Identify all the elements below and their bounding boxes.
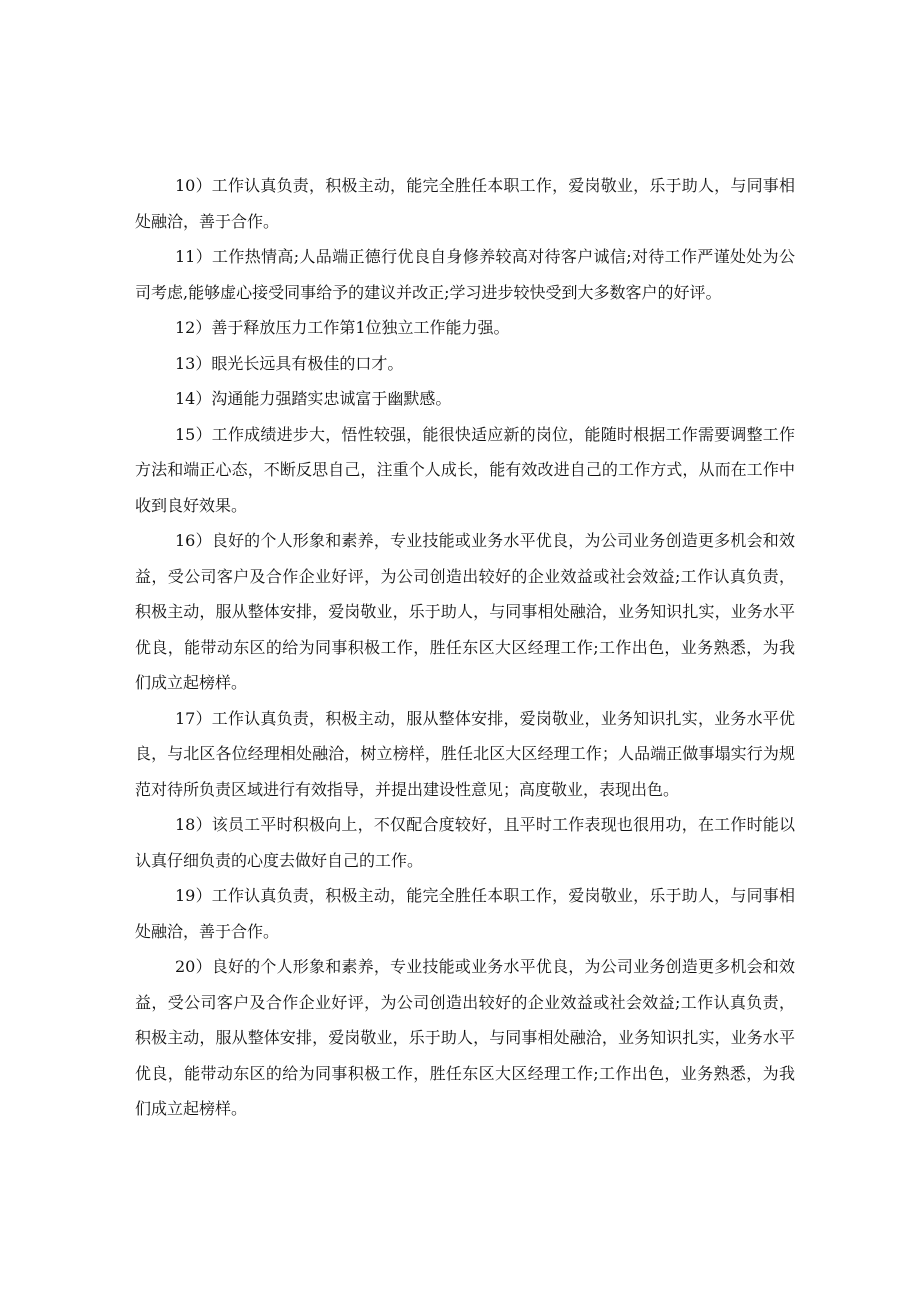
paragraph-19: 19）工作认真负责，积极主动，能完全胜任本职工作，爱岗敬业，乐于助人，与同事相处融洽，善于合作。 (135, 886, 795, 941)
paragraph-11: 11）工作热情高;人品端正德行优良自身修养较高对待客户诚信;对待工作严谨处处为公司考虑,能够虚心接受同事给予的建议并改正;学习进步较快受到大多数客户的好评。 (135, 247, 795, 302)
paragraph-10: 10）工作认真负责，积极主动，能完全胜任本职工作，爱岗敬业，乐于助人，与同事相处融洽，善于合作。 (135, 176, 795, 231)
paragraph-14: 14）沟通能力强踏实忠诚富于幽默感。 (175, 389, 452, 408)
paragraph-20: 20）良好的个人形象和素养，专业技能或业务水平优良，为公司业务创造更多机会和效益，受公司客户及合作企业好评，为公司创造出较好的企业效益或社会效益;工作认真负责，积极主动，服从整体安排，爱岗敬业，乐于助人，与同事相处融洽，业务知识扎实，业务水平优良，能带动东区的给为同事积极工作，胜任东区大区经理工作;工作出色，业务熟悉，为我们成立起榜样。 (135, 957, 795, 1118)
paragraph-13: 13）眼光长远具有极佳的口才。 (175, 353, 404, 373)
paragraph-17: 17）工作认真负责，积极主动，服从整体安排，爱岗敬业，业务知识扎实，业务水平优良，与北区各位经理相处融洽，树立榜样，胜任北区大区经理工作；人品端正做事塌实行为规范对待所负责区域进行有效指导，并提出建设性意见；高度敬业，表现出色。 (135, 708, 795, 799)
paragraph-12: 12）善于释放压力工作第1位独立工作能力强。 (175, 318, 510, 337)
document-body (135, 168, 795, 1127)
paragraph-16: 16）良好的个人形象和素养，专业技能或业务水平优良，为公司业务创造更多机会和效益，受公司客户及合作企业好评，为公司创造出较好的企业效益或社会效益;工作认真负责，积极主动，服从整体安排，爱岗敬业，乐于助人，与同事相处融洽，业务知识扎实，业务水平优良，能带动东区的给为同事积极工作，胜任东区大区经理工作;工作出色，业务熟悉，为我们成立起榜样。 (135, 531, 795, 692)
paragraph-18: 18）该员工平时积极向上，不仅配合度较好，且平时工作表现也很用功，在工作时能以认真仔细负责的心度去做好自己的工作。 (135, 815, 795, 870)
paragraph-15: 15）工作成绩进步大，悟性较强，能很快适应新的岗位，能随时根据工作需要调整工作方法和端正心态，不断反思自己，注重个人成长，能有效改进自己的工作方式，从而在工作中收到良好效果。 (135, 424, 795, 515)
